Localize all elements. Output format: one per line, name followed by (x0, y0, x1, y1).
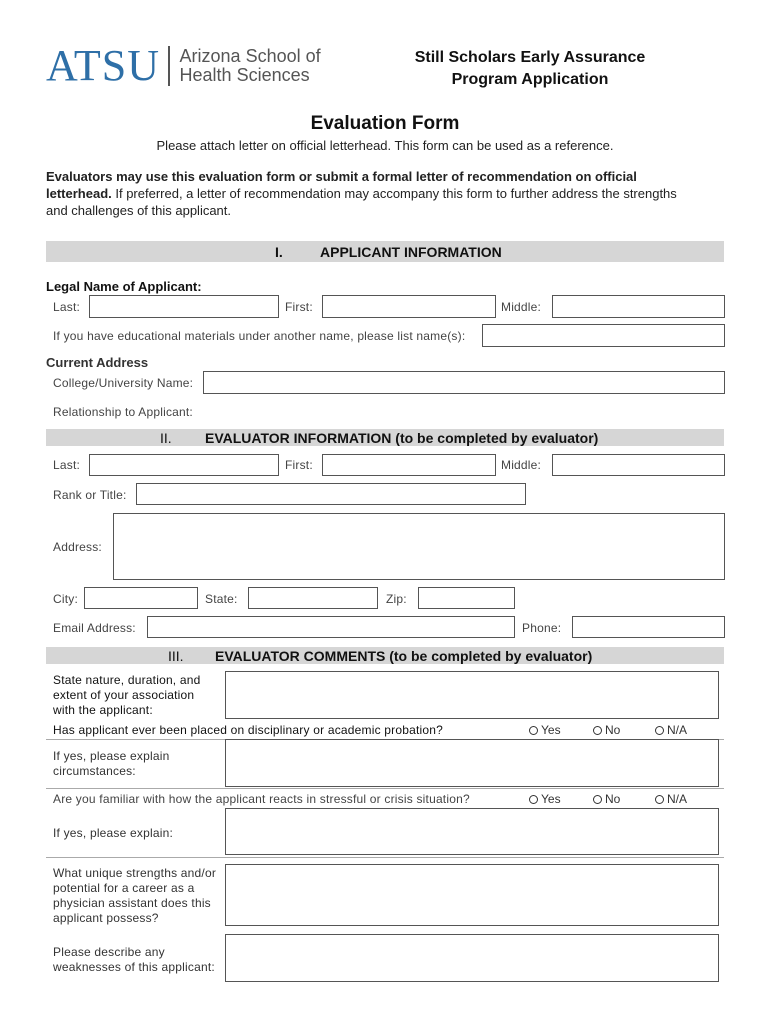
legal-name-label: Legal Name of Applicant: (46, 279, 202, 294)
stress-na-label: N/A (667, 792, 688, 806)
zip-label: Zip: (386, 592, 407, 606)
city-label: City: (53, 592, 78, 606)
weaknesses-label: Please describe any weaknesses of this applicant: (53, 945, 215, 974)
applicant-middle-input[interactable] (552, 295, 725, 318)
section-1-header (46, 241, 724, 262)
section-1-number: I. (275, 244, 283, 260)
address-input[interactable] (113, 513, 725, 580)
college-label: College/University Name: (53, 376, 194, 390)
current-address-label: Current Address (46, 355, 149, 370)
stress-no-radio[interactable] (593, 792, 620, 806)
probation-explain-input[interactable] (225, 739, 719, 787)
address-label: Address: (53, 540, 102, 554)
intro-line-3: and challenges of this applicant. (46, 203, 232, 218)
divider (46, 788, 724, 789)
applicant-first-label: First: (285, 300, 313, 314)
stress-no-label: No (605, 792, 621, 806)
other-names-label: If you have educational materials under another name, please list name(s): (53, 329, 466, 343)
email-label: Email Address: (53, 621, 136, 635)
applicant-middle-label: Middle: (501, 300, 542, 314)
page-title: Evaluation Form (310, 113, 460, 134)
section-2-title: EVALUATOR INFORMATION (to be completed by evaluator) (205, 430, 599, 446)
intro-line-2-bold: letterhead. (46, 186, 112, 201)
state-label: State: (205, 592, 238, 606)
email-input[interactable] (147, 616, 515, 638)
program-title (385, 47, 675, 91)
intro-line-1: Evaluators may use this evaluation form or submit a formal letter of recommendation on official (46, 169, 637, 184)
probation-yes-radio[interactable] (529, 723, 561, 737)
strengths-label: What unique strengths and/or potential for a career as a physician assistant does this applicant possess? (53, 866, 217, 925)
phone-label: Phone: (522, 621, 562, 635)
applicant-last-label: Last: (53, 300, 81, 314)
probation-no-label: No (605, 723, 621, 737)
section-3-number: III. (168, 648, 184, 664)
probation-yes-label: Yes (541, 723, 561, 737)
radio-circle-icon (593, 726, 602, 735)
intro-paragraph (46, 168, 736, 219)
section-3-title: EVALUATOR COMMENTS (to be completed by evaluator) (215, 648, 593, 664)
logo-text (180, 47, 321, 85)
evaluator-last-input[interactable] (89, 454, 279, 476)
radio-circle-icon (655, 726, 664, 735)
college-input[interactable] (203, 371, 725, 394)
other-names-input[interactable] (482, 324, 725, 347)
radio-circle-icon (655, 795, 664, 804)
logo-mark: ATSU (46, 41, 161, 90)
evaluator-first-input[interactable] (322, 454, 496, 476)
phone-input[interactable] (572, 616, 725, 638)
program-title-line-1: Still Scholars Early Assurance (414, 49, 646, 66)
probation-question: Has applicant ever been placed on disciplinary or academic probation? (53, 723, 444, 737)
logo-line-1: Arizona School of (179, 46, 321, 66)
probation-na-radio[interactable] (655, 723, 687, 737)
section-1-title: APPLICANT INFORMATION (320, 244, 502, 260)
section-3-header (46, 647, 724, 664)
applicant-first-input[interactable] (322, 295, 496, 318)
weaknesses-input[interactable] (225, 934, 719, 982)
association-input[interactable] (225, 671, 719, 719)
logo-divider (168, 46, 170, 86)
divider (46, 857, 724, 858)
evaluator-middle-input[interactable] (552, 454, 725, 476)
stress-explain-input[interactable] (225, 808, 719, 855)
stress-explain-label: If yes, please explain: (53, 826, 174, 840)
page-subtitle: Please attach letter on official letterhead. This form can be used as a reference. (156, 138, 614, 153)
applicant-last-input[interactable] (89, 295, 279, 318)
intro-line-2 (46, 185, 736, 202)
probation-no-radio[interactable] (593, 723, 620, 737)
rank-label: Rank or Title: (53, 488, 127, 502)
logo (46, 41, 321, 90)
radio-circle-icon (593, 795, 602, 804)
program-title-line-2: Program Application (451, 71, 609, 88)
radio-circle-icon (529, 726, 538, 735)
probation-na-label: N/A (667, 723, 688, 737)
zip-input[interactable] (418, 587, 515, 609)
section-2-number: II. (160, 430, 172, 446)
rank-input[interactable] (136, 483, 526, 505)
logo-line-2: Health Sciences (179, 65, 310, 85)
strengths-input[interactable] (225, 864, 719, 926)
stress-yes-label: Yes (541, 792, 561, 806)
intro-line-2-rest: If preferred, a letter of recommendation may accompany this form to further address the strengths (111, 186, 677, 201)
city-input[interactable] (84, 587, 198, 609)
state-input[interactable] (248, 587, 378, 609)
radio-circle-icon (529, 795, 538, 804)
evaluator-last-label: Last: (53, 458, 81, 472)
stress-na-radio[interactable] (655, 792, 687, 806)
stress-yes-radio[interactable] (529, 792, 561, 806)
relationship-label: Relationship to Applicant: (53, 405, 193, 419)
section-2-header (46, 429, 724, 446)
evaluator-middle-label: Middle: (501, 458, 542, 472)
evaluator-first-label: First: (285, 458, 313, 472)
stress-question: Are you familiar with how the applicant reacts in stressful or crisis situation? (53, 792, 470, 806)
probation-explain-label: If yes, please explain circumstances: (53, 749, 170, 778)
association-label: State nature, duration, and extent of your association with the applicant: (53, 673, 201, 717)
